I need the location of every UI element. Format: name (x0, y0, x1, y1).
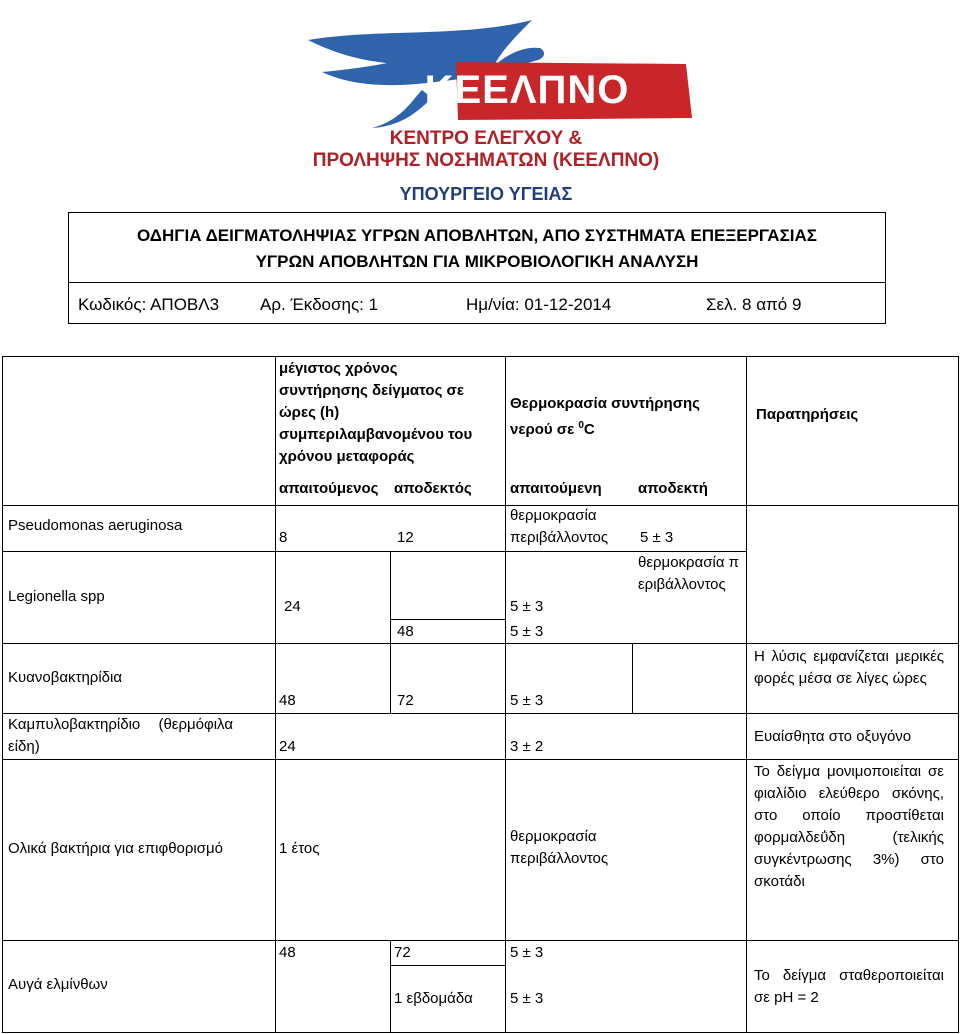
header-max-time-line3: ώρες (h) (279, 404, 340, 421)
required-time-value: 48 (279, 944, 296, 961)
acceptable-time-value: 72 (394, 944, 411, 961)
remarks-helminth-eggs: Το δείγμα σταθεροποιείται σε pH = 2 (754, 967, 944, 1006)
logo-line2: ΠΡΟΛΗΨΗΣ ΝΟΣΗΜΑΤΩΝ (ΚΕΕΛΠΝΟ) (312, 150, 660, 171)
subheader-required-time: απαιτούμενος (279, 480, 379, 497)
header-max-time-line2: συντήρησης δείγματος σε (279, 382, 464, 399)
subheader-required-temp: απαιτούμενη (510, 480, 602, 497)
acceptable-time-value: 72 (397, 692, 414, 709)
degree-superscript: 0 (578, 420, 584, 431)
subheader-acceptable-temp: αποδεκτή (638, 480, 708, 497)
organism-total-bacteria: Ολικά βακτήρια για επιφθορισμό (8, 840, 223, 857)
header-temp-water-label: νερού σε (510, 421, 575, 438)
doc-code: Κωδικός: ΑΠΟΒΛ3 (78, 295, 220, 314)
acceptable-time-value: 1 εβδομάδα (394, 990, 473, 1007)
required-time-value: 1 έτος (279, 840, 320, 857)
doc-title-line1: ΟΔΗΓΙΑ ΔΕΙΓΜΑΤΟΛΗΨΙΑΣ ΥΓΡΩΝ ΑΠΟΒΛΗΤΩΝ, ΑΠΟ ΣΥΣΤΗΜΑΤΑ ΕΠΕΞΕΡΓΑΣΙΑΣ (137, 226, 817, 245)
logo-brand: ΚΕΕΛΠΝΟ (424, 68, 630, 112)
required-temp-value: θερμοκρασία περιβάλλοντος (510, 828, 609, 867)
required-temp-value: 3 ± 2 (510, 738, 544, 755)
acceptable-time-value: 12 (397, 529, 414, 546)
required-time-value: 24 (279, 738, 296, 755)
remarks-total-bacteria: Το δείγμα μονιμοποιείται σε φιαλίδιο ελεύθερο σκόνης, στο οποίο προστίθεται φορμαλδεΰδη (τελικής συγκέντρωσης 3%) στο σκοτάδι (754, 763, 944, 890)
doc-date: Ημ/νία: 01-12-2014 (466, 295, 612, 314)
acceptable-time-value: 48 (397, 623, 414, 640)
doc-title-line2: ΥΓΡΩΝ ΑΠΟΒΛΗΤΩΝ ΓΙΑ ΜΙΚΡΟΒΙΟΛΟΓΙΚΗ ΑΝΑΛΥΣΗ (255, 252, 699, 271)
logo-line1: ΚΕΝΤΡΟ ΕΛΕΓΧΟΥ & (389, 128, 583, 149)
required-temp-value: θερμοκρασία περιβάλλοντος (510, 507, 609, 546)
required-time-value: 24 (284, 598, 301, 615)
doc-version: Αρ. Έκδοσης: 1 (260, 295, 379, 314)
required-temp-value: 5 ± 3 (510, 623, 544, 640)
organism-pseudomonas: Pseudomonas aeruginosa (8, 517, 183, 534)
organism-campylobacter: Καμπυλοβακτηρίδιο (θερμόφιλα είδη) (8, 716, 233, 755)
required-temp-value: 5 ± 3 (510, 990, 544, 1007)
organism-legionella: Legionella spp (8, 588, 105, 605)
header-max-time-line4: συμπεριλαμβανομένου του (279, 426, 473, 443)
required-temp-value: 5 ± 3 (510, 944, 544, 961)
keelpno-logo (262, 0, 710, 210)
acceptable-temp-value: θερμοκρασία περιβάλλοντος (638, 554, 740, 593)
acceptable-temp-value: 5 ± 3 (640, 529, 674, 546)
header-temp-line1: Θερμοκρασία συντήρησης (510, 395, 700, 412)
remarks-campylobacter: Ευαίσθητα στο οξυγόνο (754, 728, 912, 745)
doc-page-number: Σελ. 8 από 9 (706, 295, 802, 314)
required-temp-value: 5 ± 3 (510, 692, 544, 709)
required-time-value: 48 (279, 692, 296, 709)
organism-cyanobacteria: Κυανοβακτηρίδια (8, 669, 123, 686)
required-temp-value: 5 ± 3 (510, 598, 544, 615)
temp-unit: C (583, 421, 595, 438)
organism-helminth-eggs: Αυγά ελμίνθων (8, 976, 108, 993)
logo-ministry: ΥΠΟΥΡΓΕΙΟ ΥΓΕΙΑΣ (399, 184, 573, 204)
header-remarks: Παρατηρήσεις (756, 406, 859, 423)
header-temp-line2 (510, 415, 595, 441)
header-max-time-line1: μέγιστος χρόνος (279, 360, 398, 377)
header-divider (68, 282, 886, 283)
subheader-acceptable-time: αποδεκτός (394, 480, 472, 497)
remarks-cyanobacteria: Η λύσις εμφανίζεται μερικές φορές μέσα σε λίγες ώρες (754, 648, 944, 687)
header-max-time-line5: χρόνου μεταφοράς (279, 448, 415, 465)
required-time-value: 8 (279, 529, 288, 546)
